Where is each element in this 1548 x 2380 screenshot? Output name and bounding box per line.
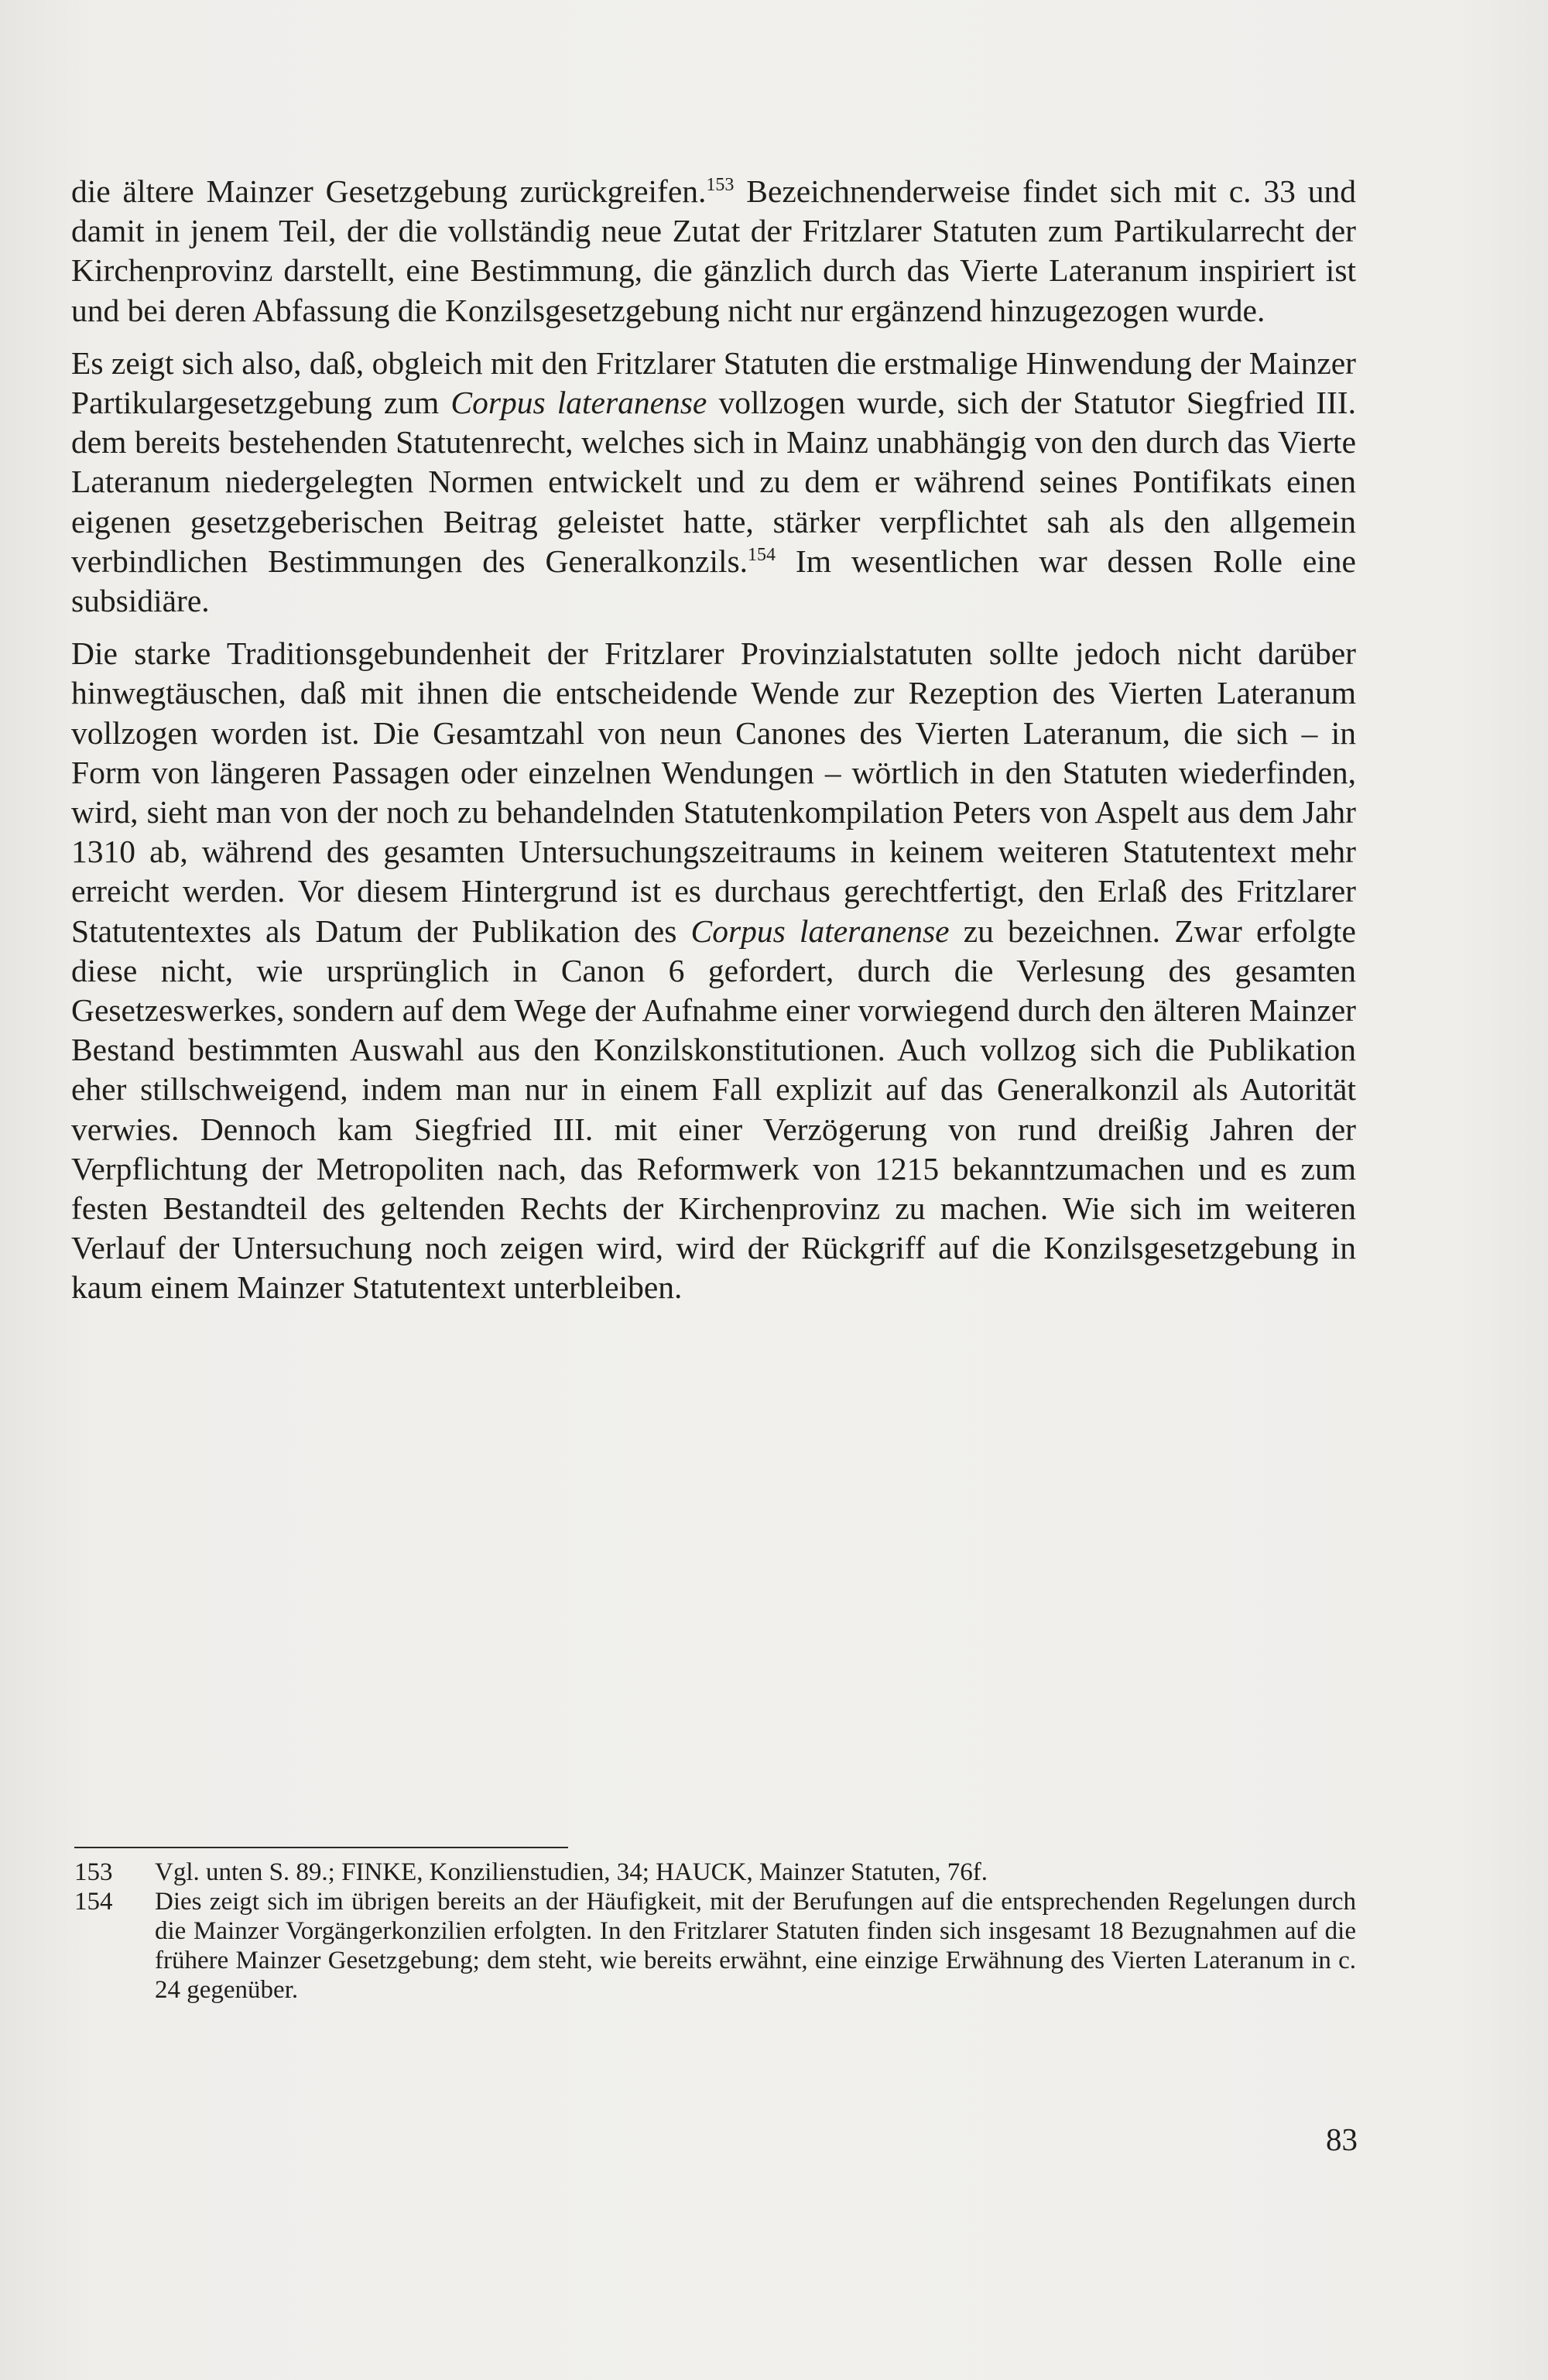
footnote-ref-153: 153 bbox=[706, 175, 735, 195]
paragraph-2-text-c: Im wesentlichen war dessen Rolle eine subsidiäre. bbox=[71, 543, 1356, 619]
footnote-number: 154 bbox=[74, 1888, 113, 1916]
footnote-text: Dies zeigt sich im übrigen bereits an der Häufigkeit, mit der Berufungen auf die entsprechenden Regelungen durch die Mainzer Vorgängerkonzilien erfolgten. In den Fritzlarer Statuten finden sich insgesamt 18 Bezugnahmen auf die frühere Mainzer Gesetzgebung; dem steht, wie bereits erwähnt, eine einzige Erwähnung des Vierten Lateranum in c. 24 gegenüber. bbox=[155, 1888, 1356, 2004]
footnote-154 bbox=[74, 1887, 1356, 2005]
page-number: 83 bbox=[1326, 2121, 1358, 2157]
paragraph-2 bbox=[71, 344, 1356, 621]
paragraph-1-text-b: Bezeichnenderweise findet sich mit c. 33 und damit in jenem Teil, der die vollständig neue Zutat der Fritzlarer Statuten zum Partikularrecht der Kirchenprovinz darstellt, eine Bestimmung, die gänzlich durch das Vierte Lateranum inspiriert ist und bei deren Abfassung die Konzilsgesetzgebung nicht nur ergänzend hinzugezogen wurde. bbox=[71, 173, 1356, 328]
footnote-text: Vgl. unten S. 89.; FINKE, Konzilienstudien, 34; HAUCK, Mainzer Statuten, 76f. bbox=[155, 1858, 988, 1886]
paragraph-3-italic-title: Corpus lateranense bbox=[690, 913, 950, 949]
paragraph-1-text-a: die ältere Mainzer Gesetzgebung zurückgreifen. bbox=[71, 173, 707, 209]
footnotes bbox=[74, 1858, 1356, 2005]
paragraph-3-text-b: zu bezeichnen. Zwar erfolgte diese nicht, wie ursprünglich in Canon 6 gefordert, durch die Verlesung des gesamten Gesetzeswerkes, sondern auf dem Wege der Aufnahme einer vorwiegend durch den älteren Mainzer Bestand bestimmten Auswahl aus den Konzilskonstitutionen. Auch vollzog sich die Publikation eher stillschweigend, indem man nur in einem Fall explizit auf das Generalkonzil als Autorität verwies. Dennoch kam Siegfried III. mit einer Verzögerung von rund dreißig Jahren der Verpflichtung der Metropoliten nach, das Reformwerk von 1215 bekanntzumachen und es zum festen Bestandteil des geltenden Rechts der Kirchenprovinz zu machen. Wie sich im weiteren Verlauf der Untersuchung noch zeigen wird, wird der Rückgriff auf die Konzilsgesetzgebung in kaum einem Mainzer Statutentext unterbleiben. bbox=[71, 913, 1356, 1306]
paragraph-3 bbox=[71, 634, 1356, 1307]
paragraph-3-text-a: Die starke Traditionsgebundenheit der Fritzlarer Provinzialstatuten sollte jedoch nicht darüber hinwegtäuschen, daß mit ihnen die entscheidende Wende zur Rezeption des Vierten Lateranum vollzogen worden ist. Die Gesamtzahl von neun Canones des Vierten Lateranum, die sich – in Form von längeren Passagen oder einzelnen Wendungen – wörtlich in den Statuten wiederfinden, wird, sieht man von der noch zu behandelnden Statutenkompilation Peters von Aspelt aus dem Jahr 1310 ab, während des gesamten Untersuchungszeitraums in keinem weiteren Statutentext mehr erreicht werden. Vor diesem Hintergrund ist es durchaus gerechtfertigt, den Erlaß des Fritzlarer Statutentextes als Datum der Publikation des bbox=[71, 635, 1356, 949]
footnote-divider bbox=[74, 1847, 568, 1848]
main-text bbox=[71, 172, 1356, 1308]
paragraph-2-italic-title: Corpus lateranense bbox=[450, 385, 707, 421]
footnote-153 bbox=[74, 1858, 1356, 1887]
footnote-ref-154: 154 bbox=[748, 544, 776, 565]
paragraph-2-text-a: Es zeigt sich also, daß, obgleich mit den Fritzlarer Statuten die erstmalige Hinwendung der Mainzer Partikulargesetzgebung zum bbox=[71, 344, 1356, 421]
paragraph-1 bbox=[71, 172, 1356, 330]
paragraph-2-text-b: vollzogen wurde, sich der Statutor Siegfried III. dem bereits bestehenden Statutenrecht, welches sich in Mainz unabhängig von den durch das Vierte Lateranum niedergelegten Normen entwickelt und zu dem er während seines Pontifikats einen eigenen gesetzgeberischen Beitrag geleistet hatte, stärker verpflichtet sah als den allgemein verbindlichen Bestimmungen des Generalkonzils. bbox=[71, 385, 1356, 579]
footnote-number: 153 bbox=[74, 1858, 113, 1886]
